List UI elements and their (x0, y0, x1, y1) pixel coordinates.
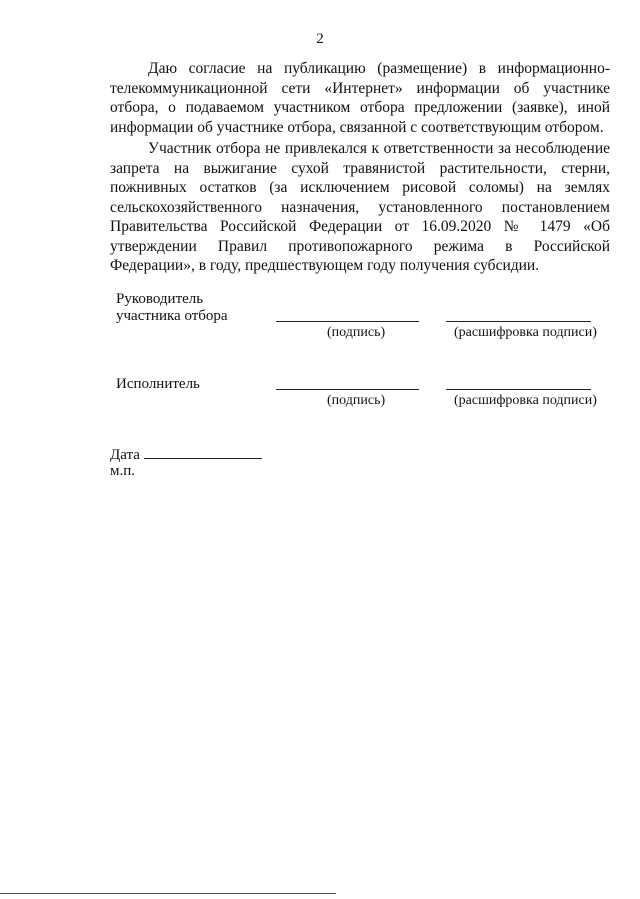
paragraph-no-liability: Участник отбора не привлекался к ответственности за несоблюдение запрета на выжигание сухой травянистой растительности, стерни, пожнивных остатков (за исключением рисовой соломы) на землях сельскохозяйственного назначения, установленного постановлением Правительства Российской Федерации от 16.09.2020 № 1479 «Об утверждении Правил противопожарного режима в Российской Федерации», в году, предшествующем году получения субсидии. (110, 140, 610, 274)
executor-decoding-caption: (расшифровка подписи) (454, 393, 597, 408)
head-decoding-caption: (расшифровка подписи) (454, 325, 597, 340)
head-signature-caption: (подпись) (327, 325, 386, 340)
consent-text (110, 59, 610, 278)
head-decoding-line[interactable] (446, 321, 591, 322)
stamp-label: м.п. (110, 463, 136, 479)
date-field-line[interactable] (144, 445, 262, 459)
head-signature-line[interactable] (276, 321, 419, 322)
executor-decoding-line[interactable] (446, 389, 591, 390)
executor-signature-caption: (подпись) (327, 393, 386, 408)
page-number: 2 (316, 31, 324, 47)
head-label-line2: участника отбора (116, 308, 228, 324)
executor-label: Исполнитель (116, 376, 200, 392)
paragraph-consent: Даю согласие на публикацию (размещение) в информационно-телекоммуникационной сети «Интернет» информации об участнике отбора, о подаваемом участником отбора предложении (заявке), иной информации об участнике отбора, связанной с соответствующим отбором. (110, 60, 610, 136)
date-label: Дата (110, 447, 140, 463)
head-label-line1: Руководитель (116, 291, 204, 307)
footer-rule (0, 893, 336, 894)
executor-signature-line[interactable] (276, 389, 419, 390)
